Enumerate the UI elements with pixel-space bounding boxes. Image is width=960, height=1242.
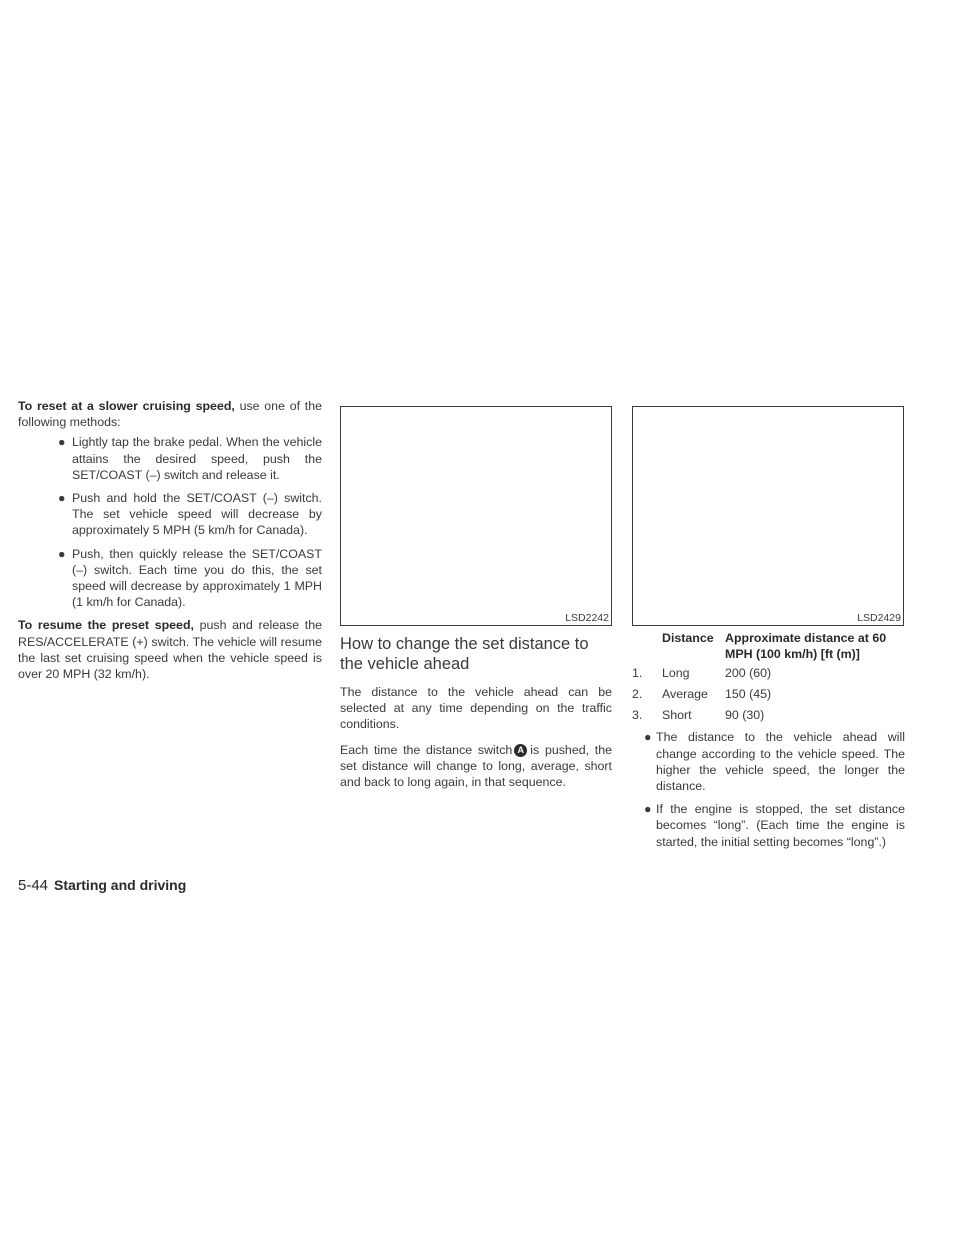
- callout-a-icon: A: [514, 744, 527, 757]
- figure-distance-switch: [340, 406, 612, 626]
- page-number: 5-44: [18, 877, 49, 894]
- table-row: 1. Long 200 (60): [632, 665, 772, 680]
- figure-distance-display: [632, 406, 904, 626]
- bullet-icon: ●: [644, 802, 652, 817]
- middle-column: [340, 406, 612, 799]
- table-header-row: [632, 630, 905, 662]
- reset-intro: use one of the following methods:: [18, 399, 322, 430]
- bullet-icon: ●: [58, 491, 66, 506]
- section-heading: How to change the set distance to the vehicle ahead: [340, 635, 589, 673]
- section-title: Starting and driving: [54, 877, 187, 893]
- distance-switch-paragraph: Each time the distance switch A is pushed, the set distance will change to long, average, short and back to long again, in that sequence.: [340, 742, 612, 790]
- table-row: 3. Short 90 (30): [632, 707, 765, 722]
- left-column: [18, 398, 322, 682]
- distance-table: [632, 630, 905, 725]
- reset-bullet-list: [18, 434, 322, 610]
- col-distance-header: Distance: [662, 631, 714, 645]
- distance-intro-paragraph: The distance to the vehicle ahead can be selected at any time depending on the traffic conditions.: [340, 685, 612, 732]
- page-footer: [18, 876, 186, 895]
- list-item: ● Push and hold the SET/COAST (–) switch. The set vehicle speed will decrease by approximately 5 MPH (5 km/h for Canada).: [58, 491, 322, 538]
- reset-paragraph: [18, 398, 322, 430]
- figure-label: LSD2242: [565, 612, 609, 624]
- resume-text: push and release the RES/ACCELERATE (+) switch. The vehicle will resume the last set cruising speed when the vehicle speed is over 20 MPH (32 km/h).: [18, 618, 322, 682]
- col-approx-header: Approximate distance at 60 MPH (100 km/h) [ft (m)]: [725, 631, 887, 662]
- figure-label: LSD2429: [857, 612, 901, 624]
- bullet-icon: ●: [644, 730, 652, 745]
- right-column: [632, 406, 905, 857]
- reset-heading: To reset at a slower cruising speed,: [18, 399, 235, 413]
- resume-heading: To resume the preset speed,: [18, 618, 194, 633]
- list-item: ● The distance to the vehicle ahead will change according to the vehicle speed. The higher the vehicle speed, the longer the distance.: [644, 730, 905, 794]
- resume-paragraph: [18, 617, 322, 682]
- distance-bullet-list: [632, 729, 905, 849]
- list-item: ● If the engine is stopped, the set distance becomes “long”. (Each time the engine is started, the initial setting becomes “long”.): [644, 802, 905, 849]
- bullet-icon: ●: [58, 546, 66, 561]
- bullet-icon: ●: [58, 435, 66, 450]
- list-item: ● Lightly tap the brake pedal. When the vehicle attains the desired speed, push the SET/COAST (–) switch and release it.: [58, 435, 322, 482]
- list-item: ● Push, then quickly release the SET/COAST (–) switch. Each time you do this, the set speed will decrease by approximately 1 MPH (1 km/h for Canada).: [58, 546, 322, 610]
- table-row: 2. Average 150 (45): [632, 686, 772, 701]
